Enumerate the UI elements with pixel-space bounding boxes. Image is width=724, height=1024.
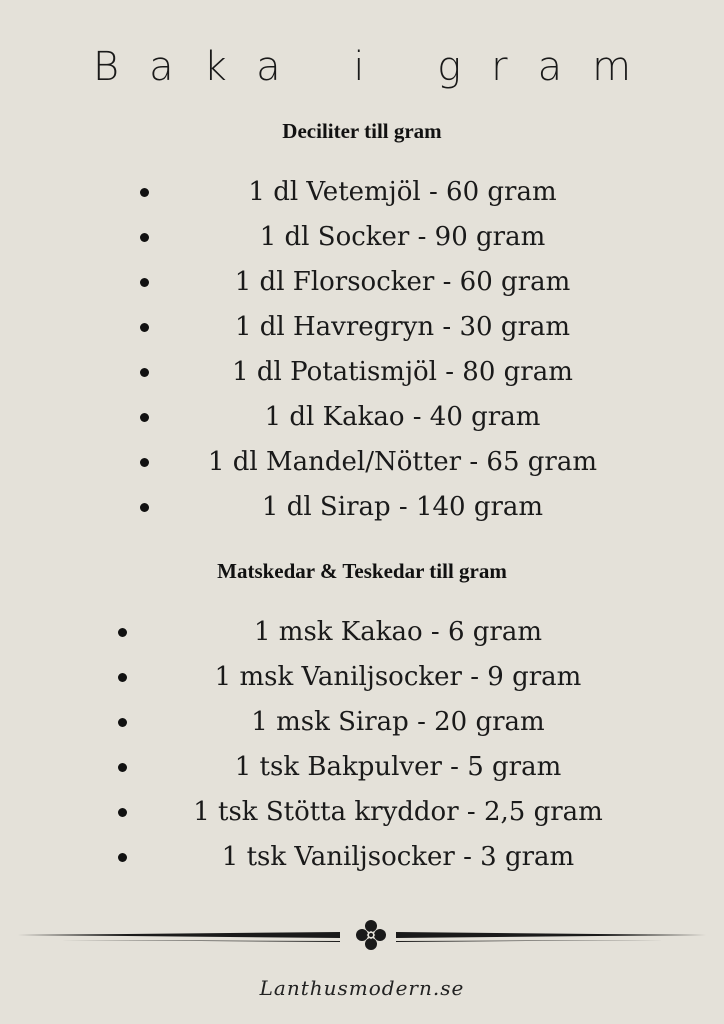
section-heading-deciliter: Deciliter till gram: [282, 119, 442, 143]
list-item-text: 1 tsk Bakpulver - 5 gram: [234, 752, 562, 782]
bullet-icon: [118, 628, 127, 637]
list-item: [130, 440, 650, 485]
list-item-text: 1 tsk Vaniljsocker - 3 gram: [221, 842, 575, 872]
list-item-text: 1 msk Vaniljsocker - 9 gram: [214, 662, 582, 692]
list-item-text: 1 msk Sirap - 20 gram: [251, 707, 545, 737]
list-item-text: 1 dl Vetemjöl - 60 gram: [248, 177, 557, 207]
list-item: [108, 835, 668, 880]
list-item: [108, 655, 668, 700]
list-item-text: 1 dl Potatismjöl - 80 gram: [232, 357, 573, 387]
list-item-text: 1 dl Sirap - 140 gram: [261, 492, 544, 522]
bullet-icon: [118, 853, 127, 862]
spoons-list: [108, 610, 668, 880]
list-item: [130, 170, 650, 215]
list-item: [108, 745, 668, 790]
list-item: [108, 610, 668, 655]
ornamental-divider: [0, 914, 724, 954]
section-heading-spoons: Matskedar & Teskedar till gram: [217, 559, 507, 583]
page-title: Baka i gram: [92, 44, 662, 90]
divider-line-right-thin: [396, 940, 664, 942]
list-item-text: 1 msk Kakao - 6 gram: [253, 617, 542, 647]
bullet-icon: [118, 808, 127, 817]
list-item-text: 1 dl Florsocker - 60 gram: [234, 267, 571, 297]
bullet-icon: [140, 278, 149, 287]
list-item: [108, 700, 668, 745]
list-item: [130, 485, 650, 530]
list-item: [130, 350, 650, 395]
list-item-text: 1 dl Havregryn - 30 gram: [234, 312, 571, 342]
deciliter-list: [130, 170, 650, 530]
divider-line-left-thin: [60, 940, 340, 942]
bullet-icon: [118, 718, 127, 727]
list-item: [108, 790, 668, 835]
bullet-icon: [140, 458, 149, 467]
bullet-icon: [118, 763, 127, 772]
ornamental-flourish-icon: [356, 920, 386, 950]
list-item-text: 1 dl Kakao - 40 gram: [264, 402, 541, 432]
bullet-icon: [140, 368, 149, 377]
bullet-icon: [140, 413, 149, 422]
bullet-icon: [140, 323, 149, 332]
footer-website: Lanthusmodern.se: [259, 976, 465, 1000]
bullet-icon: [140, 503, 149, 512]
list-item: [130, 395, 650, 440]
divider-line-right: [396, 932, 706, 938]
bullet-icon: [118, 673, 127, 682]
list-item-text: 1 tsk Stötta kryddor - 2,5 gram: [193, 797, 603, 827]
list-item: [130, 215, 650, 260]
list-item: [130, 305, 650, 350]
bullet-icon: [140, 188, 149, 197]
bullet-icon: [140, 233, 149, 242]
list-item: [130, 260, 650, 305]
divider-line-left: [18, 932, 340, 938]
list-item-text: 1 dl Socker - 90 gram: [259, 222, 546, 252]
list-item-text: 1 dl Mandel/Nötter - 65 gram: [207, 447, 597, 477]
